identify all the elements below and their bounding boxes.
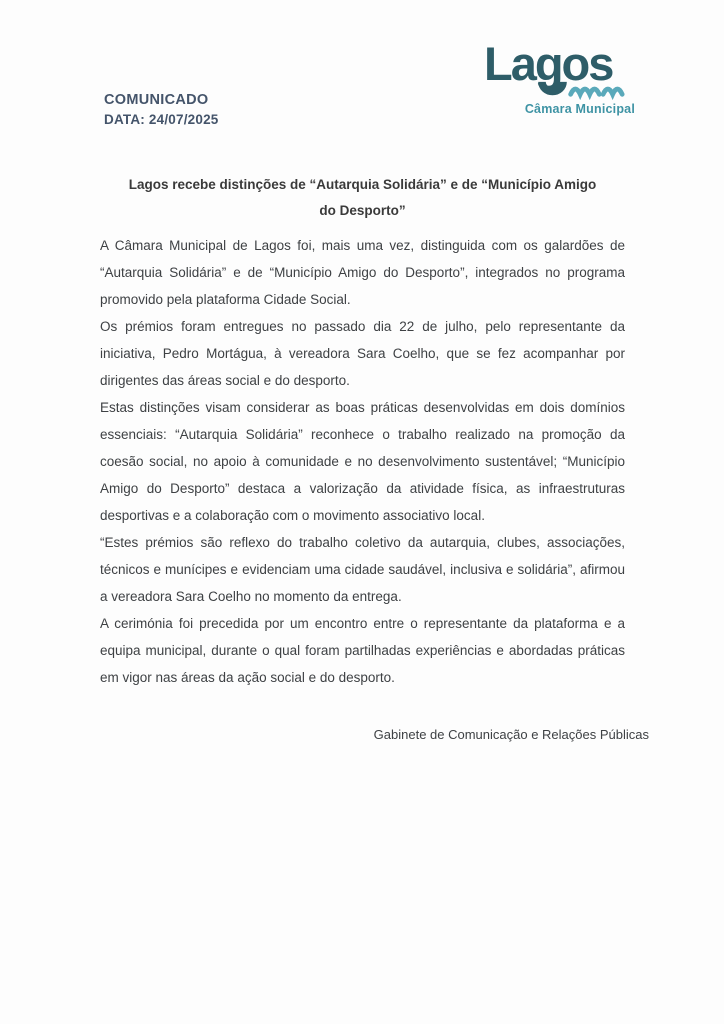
title-line: Lagos recebe distinções de “Autarquia Solidária” e de “Município Amigo	[128, 177, 597, 192]
paragraph: “Estes prémios são reflexo do trabalho coletivo da autarquia, clubes, associações, técnicos e munícipes e evidenciam uma cidade saudável, inclusiva e solidária”, afirmou a vereadora Sara Coelho no momento da entrega.	[100, 535, 625, 604]
document-date: DATA: 24/07/2025	[104, 112, 219, 127]
page-title	[100, 172, 625, 224]
paragraph: Estas distinções visam considerar as boas práticas desenvolvidas em dois domínios essenciais: “Autarquia Solidária” reconhece o trabalho realizado na promoção da coesão social, no apoio à comunidade e no desenvolvimento sustentável; “Município Amigo do Desporto” destaca a valorização da atividade física, as infraestruturas desportivas e a colaboração com o movimento associativo local.	[100, 400, 625, 523]
logo-wordmark: Lagos	[484, 37, 613, 90]
header	[104, 92, 219, 127]
signature-line: Gabinete de Comunicação e Relações Públicas	[373, 727, 649, 742]
document-kicker: COMUNICADO	[104, 92, 209, 108]
logo-subtitle: Câmara Municipal	[524, 102, 635, 116]
lagos-logo	[484, 37, 636, 116]
paragraph: Os prémios foram entregues no passado dia 22 de julho, pelo representante da iniciativa, Pedro Mortágua, à vereadora Sara Coelho, que se fez acompanhar por dirigentes das áreas social e do desporto.	[100, 319, 625, 388]
paragraph: A Câmara Municipal de Lagos foi, mais uma vez, distinguida com os galardões de “Autarquia Solidária” e de “Município Amigo do Desporto”, integrados no programa promovido pela plataforma Cidade Social.	[100, 238, 625, 307]
title-line: do Desporto”	[319, 203, 406, 218]
paragraph: A cerimónia foi precedida por um encontro entre o representante da plataforma e a equipa municipal, durante o qual foram partilhadas experiências e abordadas práticas em vigor nas áreas da ação social e do desporto.	[100, 616, 625, 685]
wave-light-shape	[571, 89, 600, 94]
article-body	[100, 232, 625, 691]
document-content	[100, 172, 649, 742]
wave-light-shape	[603, 89, 622, 94]
